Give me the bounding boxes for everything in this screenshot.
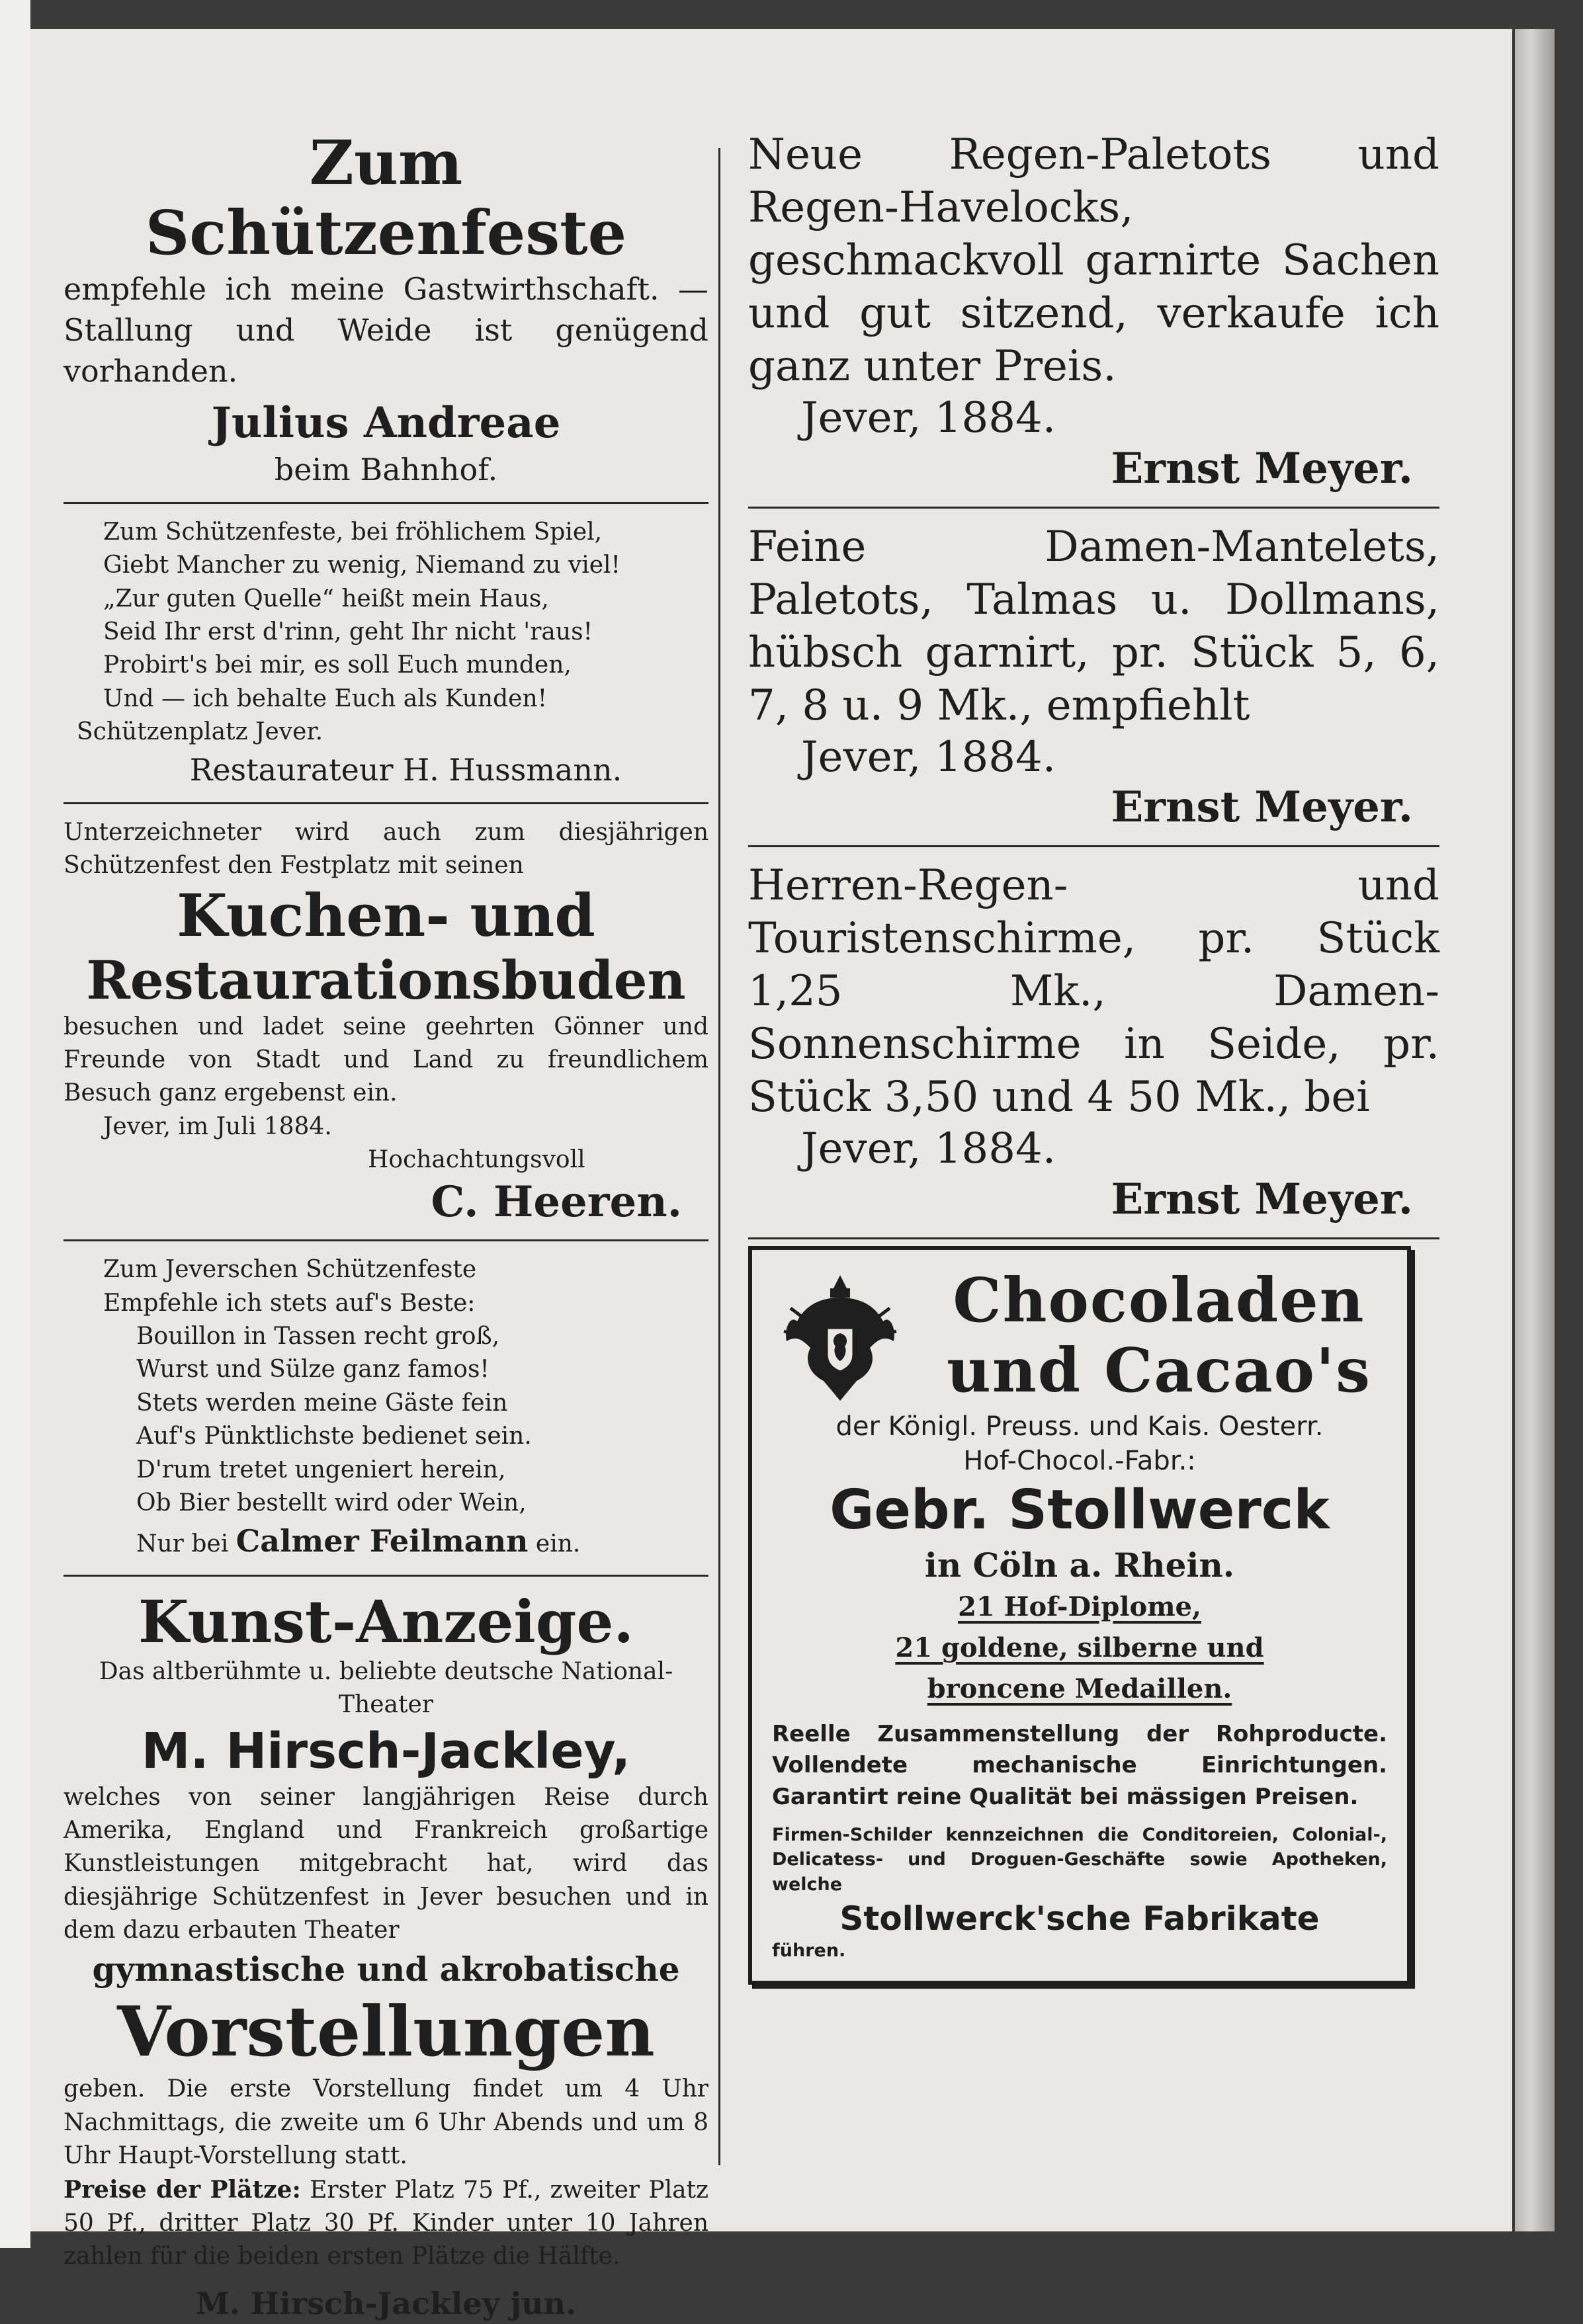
ad-name: M. Hirsch-Jackley, (141, 1722, 631, 1780)
closing-pre: Nur bei (136, 1530, 229, 1558)
ad-body: geben. Die erste Vorstellung findet um 4 Uhr Nachmittags, die zweite um 6 Uhr Abends und um 8 Uhr Haupt-Vorstellung statt. (64, 2075, 708, 2170)
ad-name: Julius Andreae (211, 397, 561, 448)
ad-closing (64, 1520, 708, 1562)
ad-heading: Vorstellungen (117, 1990, 655, 2072)
right-column (748, 128, 1439, 1985)
ad-claims: Reelle Zusammenstellung der Rohproducte. Vollendete mechanische Einrichtungen. Garantirt reine Qualität bei mässigen Preisen. (772, 1720, 1387, 1810)
ad-heeren (64, 816, 708, 1228)
ad-body: welches von seiner langjährigen Reise durch Amerika, England und Frankreich großartige Kunstleistungen mitgebracht hat, wird das diesjährige Schützenfest in Jever besuchen und in dem dazu erbauten Theater (64, 1783, 708, 1944)
verse-line: „Zur guten Quelle“ heißt mein Haus, (103, 585, 549, 612)
column-divider (718, 148, 720, 2165)
verse-line: Probirt's bei mir, es soll Euch munden, (103, 651, 572, 679)
ad-place: Schützenplatz Jever. (77, 718, 323, 746)
separator (64, 1575, 708, 1577)
ad-title: und Cacao's (947, 1334, 1371, 1406)
eagle-crest-icon (777, 1268, 903, 1407)
separator (748, 507, 1439, 509)
ad-feilmann (64, 1253, 708, 1563)
ad-hussmann (64, 516, 708, 790)
ad-date: Jever, im Juli 1884. (103, 1112, 332, 1140)
ad-note: Firmen-Schilder kennzeichnen die Conditoreien, Colonial-, Delicatess- und Droguen-Geschäfte sowie Apotheken, welche (772, 1824, 1387, 1895)
verse-line: Stets werden meine Gäste fein (136, 1389, 508, 1417)
prices-label: Preise der Plätze: (64, 2175, 301, 2204)
ad-greeting: Hochachtungsvoll (368, 1146, 585, 1174)
ad-award: broncene Medaillen. (927, 1673, 1232, 1704)
ad-regen-paletots (748, 128, 1439, 495)
ad-line: Hof-Chocol.-Fabr.: (963, 1446, 1196, 1477)
ad-signature: Ernst Meyer. (1111, 782, 1413, 833)
adjacent-page-edge (0, 0, 30, 2248)
verse-line: Und — ich behalte Euch als Kunden! (103, 685, 548, 712)
ad-body: Neue Regen-Paletots und Regen-Havelocks, geschmackvoll garnirte Sachen und gut sitzend, verkaufe ich ganz unter Preis. (748, 130, 1439, 391)
ad-damen-mantelets (748, 520, 1439, 834)
separator (64, 502, 708, 504)
ad-heading: Kuchen- und (177, 881, 595, 950)
ad-end: führen. (772, 1940, 846, 1961)
ad-company: Gebr. Stollwerck (830, 1479, 1330, 1542)
verse-line: Giebt Mancher zu wenig, Niemand zu viel! (103, 552, 621, 579)
ad-signature: Calmer Feilmann (235, 1523, 529, 1559)
ad-place: Jever, 1884. (801, 1124, 1056, 1174)
verse-line: Auf's Pünktlichste bedienet sein. (136, 1423, 532, 1450)
ad-heading: gymnastische und akrobatische (92, 1949, 680, 1989)
ad-title: Zum Schützenfeste (145, 127, 627, 269)
prices-text: Erster Platz 75 Pf., zweiter Platz 50 Pf., dritter Platz 30 Pf. Kinder unter 10 Jahren zahlen für die beiden ersten Plätze die Hälfte. (64, 2176, 708, 2270)
ad-stollwerck (748, 1246, 1411, 1985)
ad-brand: Stollwerck'sche Fabrikate (839, 1899, 1320, 1938)
separator (748, 1237, 1439, 1239)
verse-line: Zum Schützenfeste, bei fröhlichem Spiel, (103, 518, 603, 546)
verse-line: Ob Bier bestellt wird oder Wein, (136, 1489, 527, 1517)
separator (748, 845, 1439, 847)
ad-kunst-anzeige (64, 1589, 708, 2324)
ad-schirme (748, 859, 1439, 1225)
verse-line: Zum Jeverschen Schützenfeste (103, 1256, 477, 1284)
ad-signature: Ernst Meyer. (1111, 1174, 1413, 1224)
ad-signature: Ernst Meyer. (1111, 443, 1413, 493)
ad-intro: Unterzeichneter wird auch zum diesjährigen Schützenfest den Festplatz mit seinen (64, 818, 708, 879)
ad-place: beim Bahnhof. (274, 451, 498, 487)
ad-award: 21 goldene, silberne und (895, 1632, 1264, 1663)
ad-signature: M. Hirsch-Jackley jun. (195, 2285, 577, 2321)
ad-body: Herren-Regen- und Touristenschirme, pr. Stück 1,25 Mk., Damen-Sonnenschirme in Seide, pr. Stück 3,50 und 4 50 Mk., bei (748, 861, 1439, 1122)
left-column (64, 128, 708, 2324)
verse-line: Seid Ihr erst d'rinn, geht Ihr nicht 'raus! (103, 618, 593, 645)
ad-gastwirthschaft (64, 128, 708, 490)
verse-line: Bouillon in Tassen recht groß, (136, 1323, 500, 1350)
verse-line: D'rum tretet ungeniert herein, (136, 1456, 506, 1483)
ad-place: Jever, 1884. (801, 732, 1056, 782)
ad-subtitle: Das altberühmte u. beliebte deutsche National-Theater (99, 1658, 673, 1719)
page-edge (1515, 29, 1555, 2231)
separator (64, 1239, 708, 1241)
ad-signature: C. Heeren. (431, 1177, 682, 1227)
ad-title: Kunst-Anzeige. (138, 1587, 634, 1656)
ad-body: Feine Damen-Mantelets, Paletots, Talmas u. Dollmans, hübsch garnirt, pr. Stück 5, 6, 7, 8 u. 9 Mk., empfiehlt (748, 522, 1439, 730)
ad-title: Chocoladen (953, 1264, 1365, 1336)
ad-body: empfehle ich meine Gastwirthschaft. — Stallung und Weide ist genügend vorhanden. (64, 270, 708, 389)
newspaper-page (30, 29, 1512, 2321)
separator (64, 802, 708, 804)
ad-signature: Restaurateur H. Hussmann. (189, 751, 622, 788)
ad-heading: Restaurationsbuden (86, 948, 686, 1011)
ad-prices (64, 2173, 708, 2274)
ad-city: in Cöln a. Rhein. (924, 1545, 1235, 1585)
verse-line: Wurst und Sülze ganz famos! (136, 1356, 490, 1384)
ad-body: besuchen und ladet seine geehrten Gönner und Freunde von Stadt und Land zu freundlichem Besuch ganz ergebenst ein. (64, 1013, 708, 1107)
verse-line: Empfehle ich stets auf's Beste: (103, 1289, 476, 1317)
ad-award: 21 Hof-Diplome, (958, 1591, 1201, 1622)
ad-line: der Königl. Preuss. und Kais. Oesterr. (835, 1411, 1324, 1442)
ad-place: Jever, 1884. (801, 394, 1056, 442)
closing-post: ein. (535, 1530, 581, 1558)
